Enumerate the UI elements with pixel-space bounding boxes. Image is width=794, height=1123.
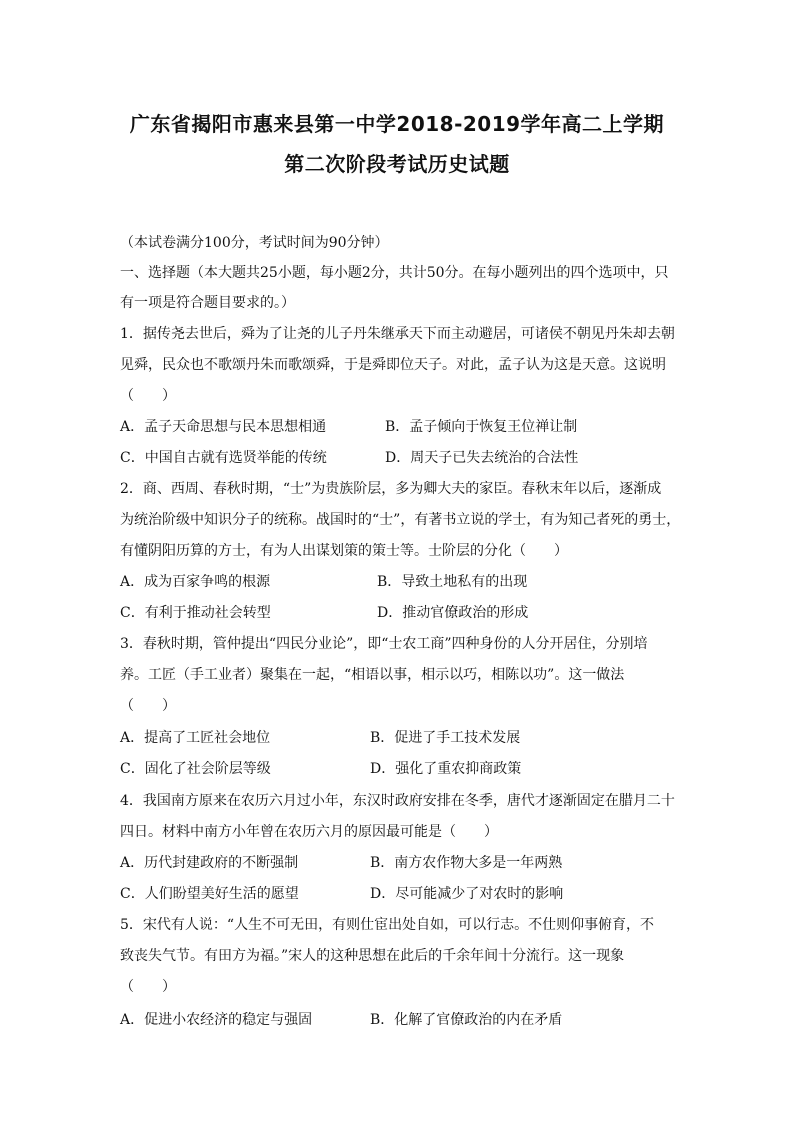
option-d: D．推动官僚政治的形成 [377, 605, 529, 621]
option-c: C．中国自古就有选贤举能的传统 [120, 450, 327, 466]
option-a: A．成为百家争鸣的根源 [120, 574, 271, 590]
question-text-line: 4．我国南方原来在农历六月过小年，东汉时政府安排在冬季，唐代才逐渐固定在腊月二十 [120, 793, 675, 809]
option-a: A．历代封建政府的不断强制 [120, 855, 299, 871]
question-text-line: 有懂阴阳历算的方士，有为人出谋划策的策士等。士阶层的分化（ ） [120, 543, 568, 559]
question-text-line: 5．宋代有人说：“人生不可无田，有则仕宦出处自如，可以行志。不仕则仰事俯育，不 [120, 917, 655, 933]
section-heading-line2: 有一项是符合题目要求的。） [120, 295, 295, 311]
option-a: A．促进小农经济的稳定与强固 [120, 1012, 313, 1028]
option-c: C．人们盼望美好生活的愿望 [120, 886, 299, 902]
question-text-line: 2．商、西周、春秋时期，“士”为贵族阶层，多为卿大夫的家臣。春秋末年以后，逐渐成 [120, 481, 662, 497]
option-b: B．化解了官僚政治的内在矛盾 [370, 1012, 563, 1028]
section-heading-line1: 一、选择题（本大题共25小题，每小题2分，共计50分。在每小题列出的四个选项中，只 [120, 265, 669, 281]
exam-note: （本试卷满分100分，考试时间为90分钟） [120, 235, 389, 251]
option-b: B．南方农作物大多是一年两熟 [370, 855, 563, 871]
question-text-line: 为统治阶级中知识分子的统称。战国时的“士”，有著书立说的学士，有为知己者死的勇士， [120, 512, 681, 528]
option-d: D．周天子已失去统治的合法性 [385, 450, 579, 466]
question-text-line: 1．据传尧去世后，舜为了让尧的儿子丹朱继承天下而主动避居，可诸侯不朝见丹朱却去朝 [120, 326, 675, 342]
option-d: D．尽可能减少了对农时的影响 [370, 886, 564, 902]
question-text-line: （ ） [120, 979, 176, 995]
option-c: C．有利于推动社会转型 [120, 605, 271, 621]
exam-title-line1: 广东省揭阳市惠来县第一中学2018-2019学年高二上学期 [129, 112, 665, 136]
question-text-line: （ ） [120, 388, 176, 404]
option-c: C．固化了社会阶层等级 [120, 761, 271, 777]
question-text-line: 四日。材料中南方小年曾在农历六月的原因最可能是（ ） [120, 824, 498, 840]
option-b: B．孟子倾向于恢复王位禅让制 [385, 419, 578, 435]
question-text-line: 见舜，民众也不歌颂丹朱而歌颂舜，于是舜即位天子。对此，孟子认为这是天意。这说明 [120, 357, 666, 373]
question-text-line: 致丧失气节。有田方为福。”宋人的这种思想在此后的千余年间十分流行。这一现象 [120, 948, 625, 964]
question-text-line: （ ） [120, 698, 176, 714]
exam-title-line2: 第二次阶段考试历史试题 [284, 152, 510, 176]
option-b: B．导致土地私有的出现 [377, 574, 528, 590]
question-text-line: 3．春秋时期，管仲提出“四民分业论”，即“士农工商”四种身份的人分开居住，分别培 [120, 636, 648, 652]
option-a: A．提高了工匠社会地位 [120, 730, 271, 746]
question-text-line: 养。工匠（手工业者）聚集在一起，“相语以事，相示以巧，相陈以功”。这一做法 [120, 667, 625, 683]
option-b: B．促进了手工技术发展 [370, 730, 521, 746]
option-d: D．强化了重农抑商政策 [370, 761, 522, 777]
option-a: A．孟子天命思想与民本思想相通 [120, 419, 327, 435]
